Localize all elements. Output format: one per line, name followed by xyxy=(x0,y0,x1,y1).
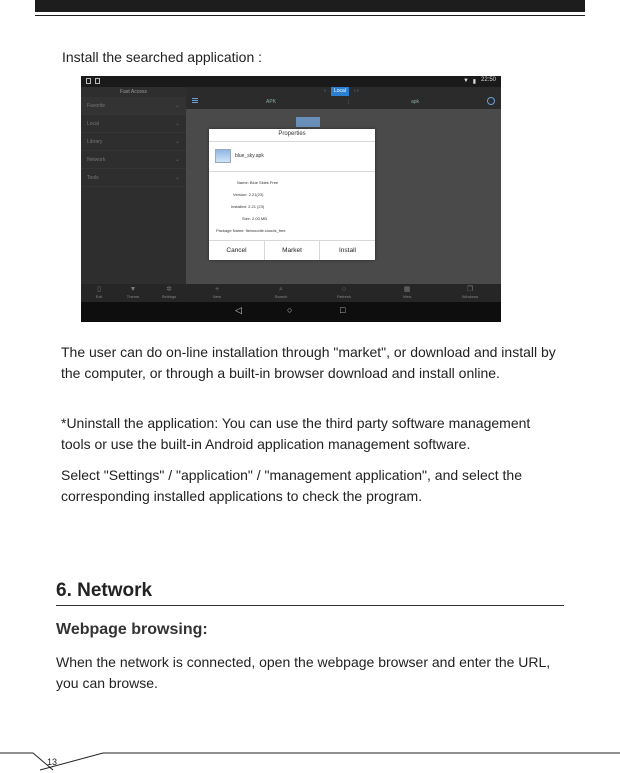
size-value: 2.00 MB xyxy=(252,216,267,221)
bottom-toolbar xyxy=(81,284,501,302)
theme-button[interactable] xyxy=(113,286,153,299)
intro-text: Install the searched application : xyxy=(62,49,263,65)
new-label: New xyxy=(212,294,221,299)
apk-file-icon[interactable] xyxy=(296,117,320,127)
windows-icon: ❐ xyxy=(466,286,474,293)
package-value: fishnoodle.clouds_free xyxy=(245,228,286,233)
header-rule xyxy=(35,15,585,16)
package-row xyxy=(216,228,286,233)
status-bar xyxy=(81,76,501,87)
sidebar-item-label: Network xyxy=(87,157,106,163)
app-screenshot xyxy=(81,76,501,322)
recent-apps-icon[interactable]: □ xyxy=(340,305,346,315)
divider xyxy=(209,171,375,172)
search-button[interactable] xyxy=(261,286,301,299)
installed-label: Installed: xyxy=(231,204,248,209)
paragraph-network: When the network is connected, open the webpage browser and enter the URL, you can browse. xyxy=(56,654,551,691)
chevron-down-icon: ⌄ xyxy=(174,157,180,163)
notification-icon xyxy=(86,78,91,84)
refresh-icon: ○ xyxy=(341,286,347,293)
status-time: 22:50 xyxy=(480,77,496,83)
pane-left-title: APK xyxy=(266,99,277,105)
view-button[interactable] xyxy=(387,286,427,299)
plus-icon: + xyxy=(214,286,220,293)
grid-icon: ▦ xyxy=(403,286,411,293)
apk-image-icon xyxy=(215,149,231,163)
name-row xyxy=(237,180,278,185)
windows-button[interactable] xyxy=(450,286,490,299)
sidebar-item-network[interactable] xyxy=(81,151,186,169)
refresh-button[interactable] xyxy=(324,286,364,299)
theme-label: Theme xyxy=(126,294,140,299)
market-button[interactable]: Market xyxy=(282,247,302,254)
toolbar xyxy=(186,87,501,109)
sidebar-item-label: Library xyxy=(87,139,103,145)
subsection-heading: Webpage browsing: xyxy=(56,621,208,638)
view-label: View xyxy=(402,294,412,299)
installed-row xyxy=(231,204,264,209)
search-label: Search xyxy=(274,294,288,299)
header-bar xyxy=(35,0,585,12)
version-label: Version: xyxy=(233,192,248,197)
section-heading: 6. Network xyxy=(56,580,153,601)
paragraph-online-install: The user can do on-line installation through "market", or download and install by the computer, or through a built-in browser download and install online. xyxy=(61,344,556,381)
settings-button[interactable] xyxy=(149,286,189,299)
exit-label: Exit xyxy=(95,294,103,299)
home-icon[interactable]: ○ xyxy=(287,305,293,315)
version-row xyxy=(233,192,263,197)
properties-dialog xyxy=(209,129,375,260)
new-button[interactable] xyxy=(197,286,237,299)
chevron-down-icon: ⌄ xyxy=(174,103,180,109)
settings-label: Settings xyxy=(161,294,177,299)
chevron-down-icon: ⌄ xyxy=(174,139,180,145)
window-icon[interactable] xyxy=(487,97,495,105)
refresh-label: Refresh xyxy=(336,294,351,299)
paragraph-settings: Select "Settings" / "application" / "management application", and select the corresponding installed applications to check the program. xyxy=(61,467,522,504)
paragraph-uninstall: *Uninstall the application: You can use the third party software management tools or use the built-in Android application management software. xyxy=(61,415,531,452)
package-label: Package Name: xyxy=(216,228,245,233)
storage-icon xyxy=(95,78,100,84)
theme-icon: ▼ xyxy=(129,286,137,293)
gear-icon: ✲ xyxy=(166,286,172,293)
pane-divider-icon: ⋮ xyxy=(346,99,351,105)
pane-right-title: apk xyxy=(411,99,420,105)
android-nav-bar xyxy=(81,302,501,322)
name-value: Blue Skies Free xyxy=(249,180,279,185)
installed-value: 2.21 (23) xyxy=(248,204,265,209)
back-icon[interactable]: ◁ xyxy=(235,305,242,315)
size-label: Size: xyxy=(242,216,251,221)
sidebar-item-label: Tools xyxy=(87,175,99,181)
cancel-button[interactable]: Cancel xyxy=(226,247,247,254)
heading-rule xyxy=(56,605,564,606)
sidebar xyxy=(81,87,186,284)
size-row xyxy=(242,216,267,221)
file-name: blue_sky.apk xyxy=(235,153,264,159)
exit-icon: ▯ xyxy=(97,286,101,293)
page-number: 13 xyxy=(47,757,58,767)
sidebar-item-label: Favorite xyxy=(87,103,106,109)
sidebar-item-tools[interactable] xyxy=(81,169,186,187)
sidebar-item-favorite[interactable] xyxy=(81,97,186,115)
tab-local[interactable]: Local xyxy=(331,87,349,96)
menu-icon[interactable] xyxy=(192,98,198,103)
footer-line xyxy=(0,748,620,773)
breadcrumb-arrow: ‹ xyxy=(324,88,326,94)
chevron-down-icon: ⌄ xyxy=(174,121,180,127)
version-value: 2.21(23) xyxy=(248,192,264,197)
chevron-down-icon: ⌄ xyxy=(174,175,180,181)
sidebar-header: Fast Access xyxy=(120,89,147,95)
wifi-icon: ▼ xyxy=(463,78,469,84)
battery-icon: ▮ xyxy=(472,79,476,85)
windows-label: Windows xyxy=(461,294,479,299)
dialog-title: Properties xyxy=(278,131,306,137)
search-icon: ⌕ xyxy=(279,286,283,293)
divider xyxy=(209,141,375,142)
name-label: Name: xyxy=(237,180,249,185)
sidebar-item-label: Local xyxy=(87,121,99,127)
sidebar-item-local[interactable] xyxy=(81,115,186,133)
install-button[interactable]: Install xyxy=(339,247,356,254)
breadcrumb-arrow: › › xyxy=(354,88,359,94)
sidebar-item-library[interactable] xyxy=(81,133,186,151)
